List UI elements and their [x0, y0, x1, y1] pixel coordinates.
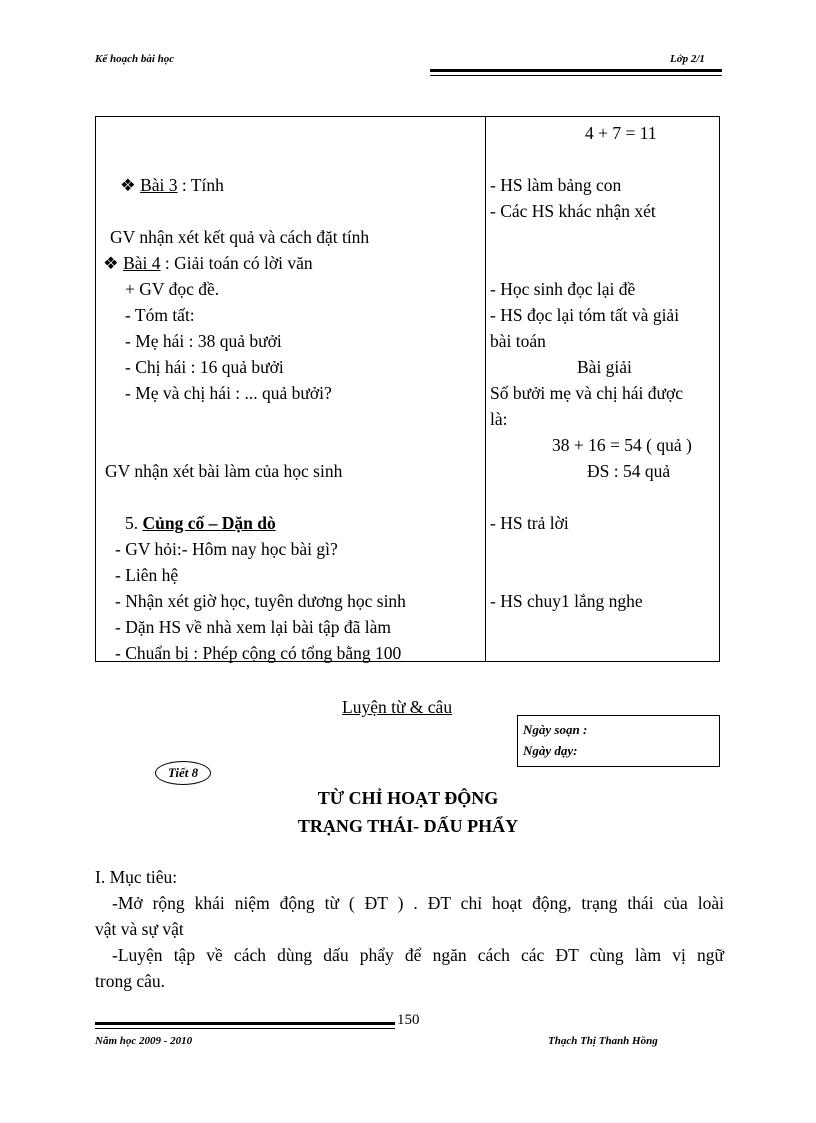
student-activity-line: Bài giải: [577, 357, 632, 377]
consolidation-item: - Chuẩn bị : Phép cộng có tổng bằng 100: [115, 643, 402, 663]
student-activity-line: - HS trả lời: [490, 513, 569, 533]
summary-line: - Tóm tất:: [125, 305, 195, 325]
student-activity-line: - Các HS khác nhận xét: [490, 201, 656, 221]
bullet-icon: ❖: [103, 253, 119, 273]
consolidation-heading: [125, 510, 276, 536]
gv-remark-1: GV nhận xét kết quả và cách đặt tính: [110, 227, 370, 247]
footer-rule-thick: [95, 1022, 395, 1025]
objective-2-line-1: -Luyện tập về cách dùng dấu phẩy để ngăn cách các ĐT cùng làm vị ngữ: [112, 945, 724, 965]
header-rule-thin: [430, 75, 722, 76]
student-activity-line: - Học sinh đọc lại đề: [490, 279, 636, 299]
page-number: 150: [397, 1012, 420, 1028]
consolidation-item: - Nhận xét giờ học, tuyên dương học sinh: [115, 591, 406, 611]
teacher-name: Thạch Thị Thanh Hồng: [548, 1035, 658, 1047]
bai3-text: : Tính: [177, 175, 224, 195]
bai4-heading: [103, 250, 313, 276]
school-year: Năm học 2009 - 2010: [95, 1035, 193, 1047]
bai3-label: Bài 3: [140, 175, 178, 195]
period-badge: Tiết 8: [155, 761, 211, 785]
student-activity-line: 38 + 16 = 54 ( quả ): [552, 435, 692, 455]
bai3-heading: [120, 172, 224, 198]
objective-2-line-2: trong câu.: [95, 971, 165, 991]
date-box: [517, 715, 720, 767]
consolidation-item: - GV hỏi:- Hôm nay học bài gì?: [115, 539, 338, 559]
student-activity-line: là:: [490, 409, 508, 429]
consolidation-item: - Liên hệ: [115, 565, 179, 585]
student-activity-line: bài toán: [490, 331, 546, 351]
footer-rule-thin: [95, 1028, 395, 1029]
header-class-label: Lớp 2/1: [670, 53, 705, 65]
subject-heading: Luyện từ & câu: [342, 697, 453, 717]
header-left-title: Kế hoạch bài học: [95, 53, 175, 65]
lesson-title-line-1: TỪ CHỈ HOẠT ĐỘNG: [317, 788, 499, 808]
objective-1-line-1: -Mở rộng khái niệm động từ ( ĐT ) . ĐT chỉ hoạt động, trạng thái của loài: [112, 893, 724, 913]
consolidation-title: Củng cố – Dặn dò: [142, 513, 276, 533]
gv-read: + GV đọc đề.: [125, 279, 220, 299]
table-column-divider: [485, 117, 486, 661]
header-rule-thick: [430, 69, 722, 72]
student-activity-line: - HS chuy1 lắng nghe: [490, 591, 643, 611]
summary-line: - Mẹ và chị hái : ... quả bưởi?: [125, 383, 332, 403]
student-activity-line: 4 + 7 = 11: [585, 123, 657, 143]
student-activity-line: - HS làm bảng con: [490, 175, 622, 195]
teaching-date-label: Ngày dạy:: [523, 743, 578, 758]
bullet-icon: ❖: [120, 175, 136, 195]
bai4-text: : Giải toán có lời văn: [160, 253, 313, 273]
summary-line: - Chị hái : 16 quả bưởi: [125, 357, 284, 377]
summary-line: - Mẹ hái : 38 quả bưởi: [125, 331, 282, 351]
objectives-heading: I. Mục tiêu:: [95, 867, 178, 887]
bai4-label: Bài 4: [123, 253, 161, 273]
consolidation-item: - Dặn HS về nhà xem lại bài tập đã làm: [115, 617, 392, 637]
objective-1-line-2: vật và sự vật: [95, 919, 184, 939]
student-activity-line: Số bưởi mẹ và chị hái được: [490, 383, 683, 403]
lesson-title-line-2: TRẠNG THÁI- DẤU PHẨY: [297, 816, 519, 836]
gv-remark-2: GV nhận xét bài làm của học sinh: [105, 461, 343, 481]
consolidation-number: 5.: [125, 513, 139, 533]
student-activity-line: - HS đọc lại tóm tất và giải: [490, 305, 680, 325]
prepared-date-label: Ngày soạn :: [523, 722, 588, 737]
student-activity-line: ĐS : 54 quả: [587, 461, 671, 481]
